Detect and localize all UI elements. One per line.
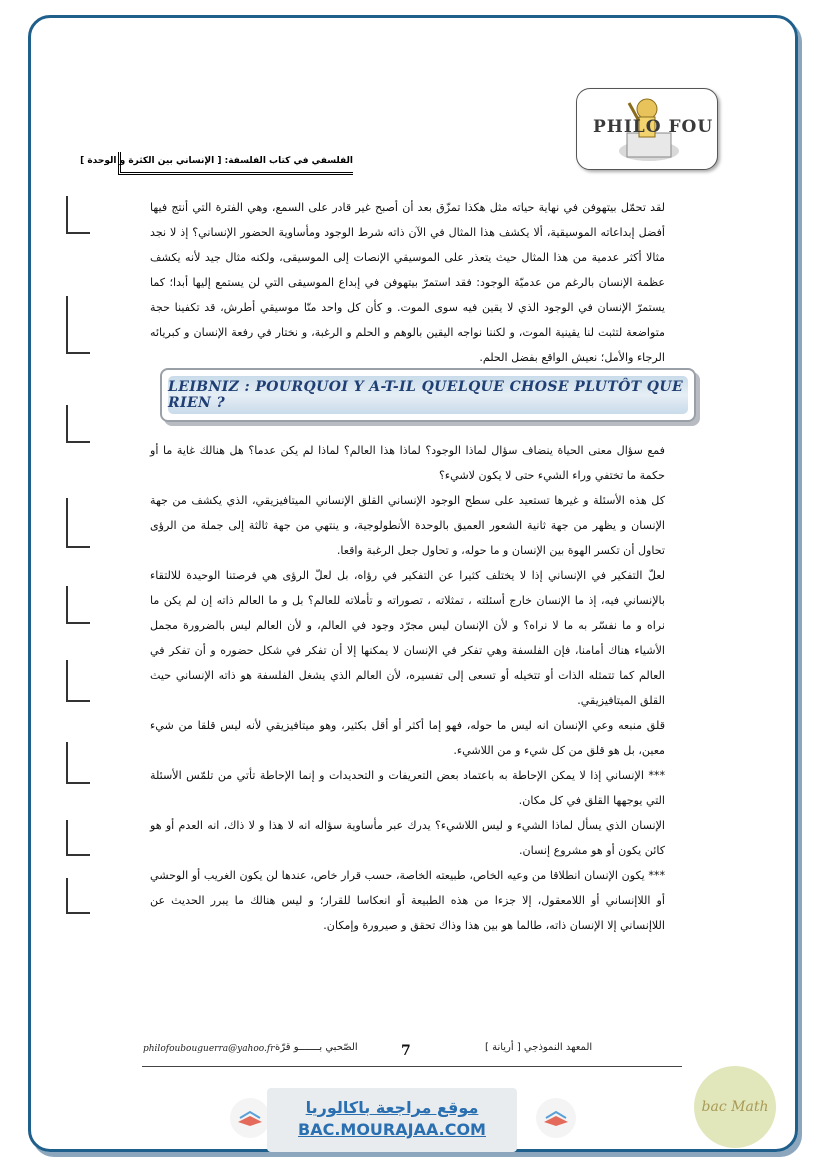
footer-divider [142,1066,682,1067]
logo-text: PHILO FOU [593,117,714,137]
side-decoration [66,498,90,548]
book-logo-icon [228,1096,272,1140]
footer-school: المعهد النموذجي [ أريانة ] [485,1042,593,1053]
paragraph: قلق منبعه وعي الإنسان انه ليس ما حوله، فهو إما أكثر أو أقل بكثير، وهو ميتافيزيقي لأنه ليس قلقا من شيء معين، بل هو قلق من كل شيء و من اللاشيء. [150,719,665,757]
side-decoration [66,196,90,234]
page-number: 7 [401,1043,411,1059]
side-decoration [66,405,90,443]
book-logo-icon [534,1096,578,1140]
main-text [150,438,665,938]
paragraph: فمع سؤال معنى الحياة ينضاف سؤال لماذا الوجود؟ لماذا هذا العالم؟ لماذا لم يكن عدما؟ هل هنالك غاية ما أو حكمة ما تختفي وراء الشيء حتى لا يكون لاشيء؟ [150,444,665,482]
paragraph: *** الإنساني إذا لا يمكن الإحاطة به باعتماد بعض التعريفات و التحديدات و إنما الإحاطة تأتي من تلمّس الأسئلة التي يوجهها القلق في كل مكان. [150,769,665,807]
paragraph: لقد تحمّل بيتهوفن في نهاية حياته مثل هكذا تمزّق بعد أن أصبح غير قادر على السمع، وهي الفترة التي أنتج فيها أفضل إبداعاته الموسيقية، ألا يكشف هذا المثال في الآن ذاته شرط الوجود ومأساوية الحضور الإنساني؟ إذ لا نجد مثالا أكثر عدمية من هذا المثال حيث يتعذر على الموسيقي الإنصات إلى الموسيقى، ولكنه مثال جيد لأنه يكشف عظمة الإنسان بالرغم من عدميّة الوجود: فقد استمرّ بيتهوفن في إبداع الموسيقى التي لن يستمع إليها أبدا؛ كما يستمرّ الإنسان في الوجود الذي لا يقين فيه سوى الموت. و كأن كل واحد منّا موسيقي أطرش، قد تكفينا حجة متواضعة لتثبت لنا يقينية الموت، و لكننا نواجه اليقين بالوهم و الحلم و الرغبة، و نختار في رفعة الإنسان و كبريائه الرجاء والأمل؛ نعيش الواقع بفضل الحلم. [150,201,665,364]
section-banner [160,368,696,422]
intro-text [150,195,665,370]
bacmath-watermark: bac Math [694,1066,776,1148]
paragraph: *** يكون الإنسان انطلاقا من وعيه الخاص، طبيعته الخاصة، حسب قرار خاص، عندها لن يكون الغريب أو الوحشي أو اللاإنساني أو اللامعقول، إلا جزءا من هذه الطبيعة أو انعكاسا للقرار؛ و ليس هنالك ما يبرر الحديث عن اللاإنساني إلا الإنسان ذاته، طالما هو بين هذا وذاك تحقق و صيرورة وإمكان. [150,869,665,932]
ad-arabic-text[interactable]: موقع مراجعة باكالوريا [305,1098,479,1117]
paragraph: الإنسان الذي يسأل لماذا الشيء و ليس اللاشيء؟ يدرك عبر مأساوية سؤاله انه لا هذا و لا ذاك، انه العدم أو هو كائن يكون أو هو مشروع إنسان. [150,819,665,857]
side-decoration [66,878,90,914]
paragraph: كل هذه الأسئلة و غيرها تستعيد على سطح الوجود الإنساني القلق الإنساني الميتافيزيقي، الذي يكشف من جهة الإنسان و يظهر من جهة ثانية الشعور العميق بالوحدة الأنطولوجية، و ينتهي من جهة ثالثة إلى جملة من الرؤى تحاول أن تكسر الهوة بين الإنسان و ما حوله، و تحاول جعل الرغبة واقعا. [150,494,665,557]
paragraph: لعلّ التفكير في الإنساني إذا لا يختلف كثيرا عن التفكير في رؤاه، بل لعلّ الرؤى هي فرصتنا الوحيدة للالتقاء بالإنساني فيه، إذ ما الإنسان خارج أسئلته ، تمثلاته ، تصوراته و تأملاته للعالم؟ بل و ما العالم ذاته إن لم يكن ما نراه و ما نفسّر به ما لا نراه؟ و لأن الإنسان ليس مجرّد وجود في العالم، و لأن العالم ليس بالضرورة مجمل الأشياء هناك أمامنا، فإن الفلسفة وهي تفكر في الإنسان لا يمكنها إلا أن تفكر في شكل حضوره و أن تفكر في العالم كما تتمثله الذات أو تتخيله أو تسعى إلى تفسيره، لأن العالم الذي يشغل الفلسفة هو ذاته الإنساني حيث القلق الميتافيزيقي. [150,569,665,707]
banner-title: LEIBNIZ : POURQUOI Y A-T-IL QUELQUE CHOSE PLUTÔT QUE RIEN ? [168,379,684,411]
footer-author: الصّحبي بـــــــو قرّة [275,1042,358,1053]
side-decoration [66,820,90,856]
side-decoration [66,586,90,624]
footer-email: philofoubouguerra@yahoo.fr [143,1044,275,1054]
ad-banner[interactable] [267,1088,517,1152]
ad-url-link[interactable]: BAC.MOURAJAA.COM [298,1120,486,1139]
banner-inner [168,376,688,414]
philofou-logo [576,88,718,170]
side-decoration [66,660,90,702]
header-title: الفلسفي في كتاب الفلسفة: [ الإنساني بين الكثرة و الوحدة ] [118,152,353,175]
side-decoration [66,296,90,354]
side-decoration [66,742,90,784]
